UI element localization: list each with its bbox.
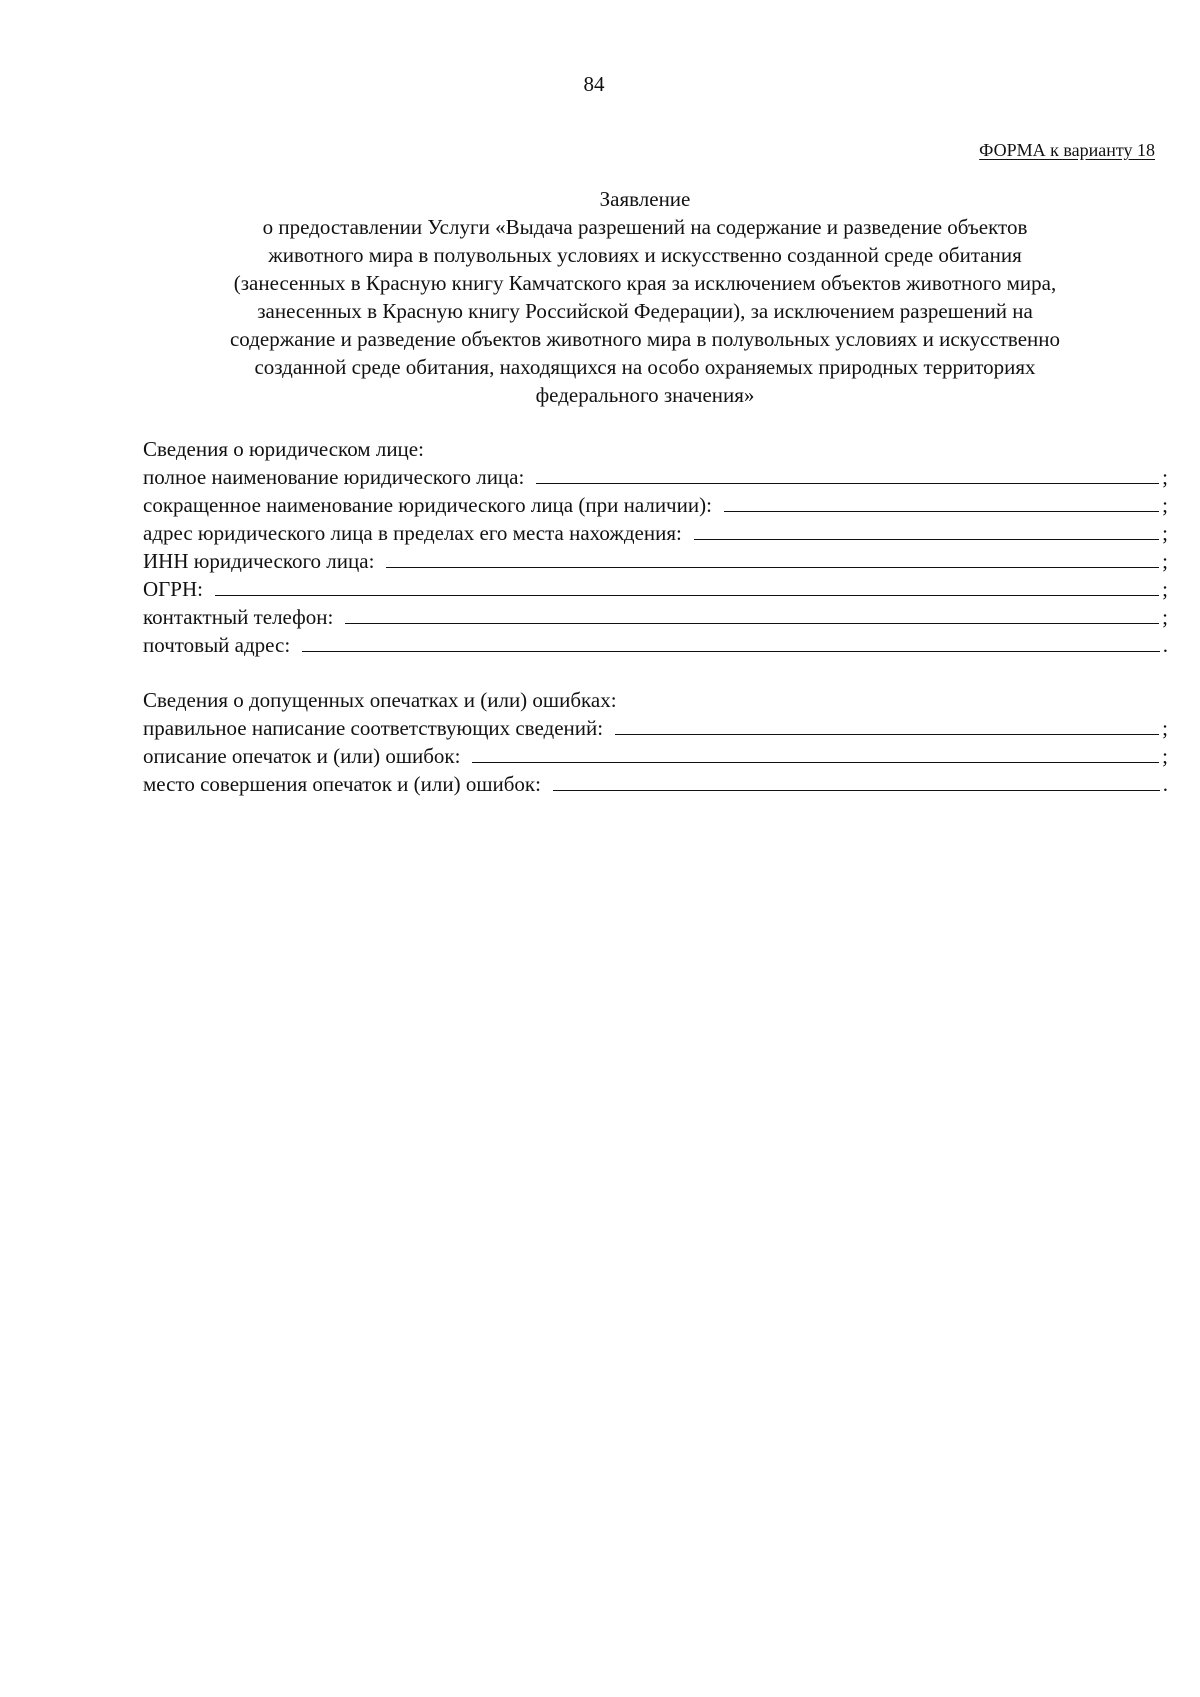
postal-address-blank[interactable] bbox=[302, 650, 1160, 652]
field-phone bbox=[143, 603, 1168, 631]
field-label: почтовый адрес: bbox=[143, 633, 291, 657]
field-label: место совершения опечаток и (или) ошибок: bbox=[143, 772, 541, 796]
errors-section bbox=[143, 686, 1168, 798]
title-line: занесенных в Красную книгу Российской Федерации), за исключением разрешений на bbox=[257, 299, 1033, 323]
document-title: Заявление bbox=[599, 187, 691, 211]
field-punctuation: ; bbox=[1162, 744, 1168, 768]
full-name-blank[interactable] bbox=[536, 482, 1159, 484]
field-error-description bbox=[143, 742, 1168, 770]
field-error-location bbox=[143, 770, 1168, 798]
field-full-name bbox=[143, 463, 1168, 491]
field-label: сокращенное наименование юридического лица (при наличии): bbox=[143, 493, 712, 517]
field-label: адрес юридического лица в пределах его места нахождения: bbox=[143, 521, 682, 545]
field-address bbox=[143, 519, 1168, 547]
field-label: описание опечаток и (или) ошибок: bbox=[143, 744, 461, 768]
field-correct-spelling bbox=[143, 714, 1168, 742]
field-postal-address bbox=[143, 631, 1168, 659]
error-description-blank[interactable] bbox=[472, 761, 1159, 763]
address-blank[interactable] bbox=[694, 538, 1159, 540]
error-location-blank[interactable] bbox=[553, 789, 1160, 791]
field-punctuation: ; bbox=[1162, 716, 1168, 740]
field-punctuation: ; bbox=[1162, 465, 1168, 489]
field-label: ИНН юридического лица: bbox=[143, 549, 375, 573]
field-label: контактный телефон: bbox=[143, 605, 334, 629]
ogrn-blank[interactable] bbox=[215, 594, 1159, 596]
title-line: (занесенных в Красную книгу Камчатского края за исключением объектов животного мира, bbox=[233, 271, 1057, 295]
field-punctuation: . bbox=[1162, 772, 1168, 796]
field-label: ОГРН: bbox=[143, 577, 203, 601]
field-ogrn bbox=[143, 575, 1168, 603]
inn-blank[interactable] bbox=[386, 566, 1159, 568]
title-line: животного мира в полувольных условиях и искусственно созданной среде обитания bbox=[268, 243, 1022, 267]
title-line: созданной среде обитания, находящихся на особо охраняемых природных территориях bbox=[254, 355, 1036, 379]
legal-entity-section bbox=[143, 435, 1168, 659]
field-punctuation: ; bbox=[1162, 493, 1168, 517]
title-line: о предоставлении Услуги «Выдача разрешений на содержание и разведение объектов bbox=[262, 215, 1028, 239]
correct-spelling-blank[interactable] bbox=[615, 733, 1159, 735]
field-punctuation: ; bbox=[1162, 605, 1168, 629]
field-label: правильное написание соответствующих сведений: bbox=[143, 716, 604, 740]
section-heading: Сведения о допущенных опечатках и (или) ошибках: bbox=[143, 688, 617, 712]
field-label: полное наименование юридического лица: bbox=[143, 465, 525, 489]
field-punctuation: ; bbox=[1162, 521, 1168, 545]
section-heading: Сведения о юридическом лице: bbox=[143, 437, 424, 461]
title-line: содержание и разведение объектов животного мира в полувольных условиях и искусственно bbox=[229, 327, 1060, 351]
field-short-name bbox=[143, 491, 1168, 519]
field-inn bbox=[143, 547, 1168, 575]
field-punctuation: ; bbox=[1162, 549, 1168, 573]
field-punctuation: . bbox=[1162, 633, 1168, 657]
form-label: ФОРМА к варианту 18 bbox=[979, 140, 1155, 160]
phone-blank[interactable] bbox=[345, 622, 1159, 624]
title-line: федерального значения» bbox=[535, 383, 755, 407]
page-number: 84 bbox=[583, 72, 605, 96]
title-block bbox=[140, 185, 1150, 409]
short-name-blank[interactable] bbox=[724, 510, 1159, 512]
field-punctuation: ; bbox=[1162, 577, 1168, 601]
